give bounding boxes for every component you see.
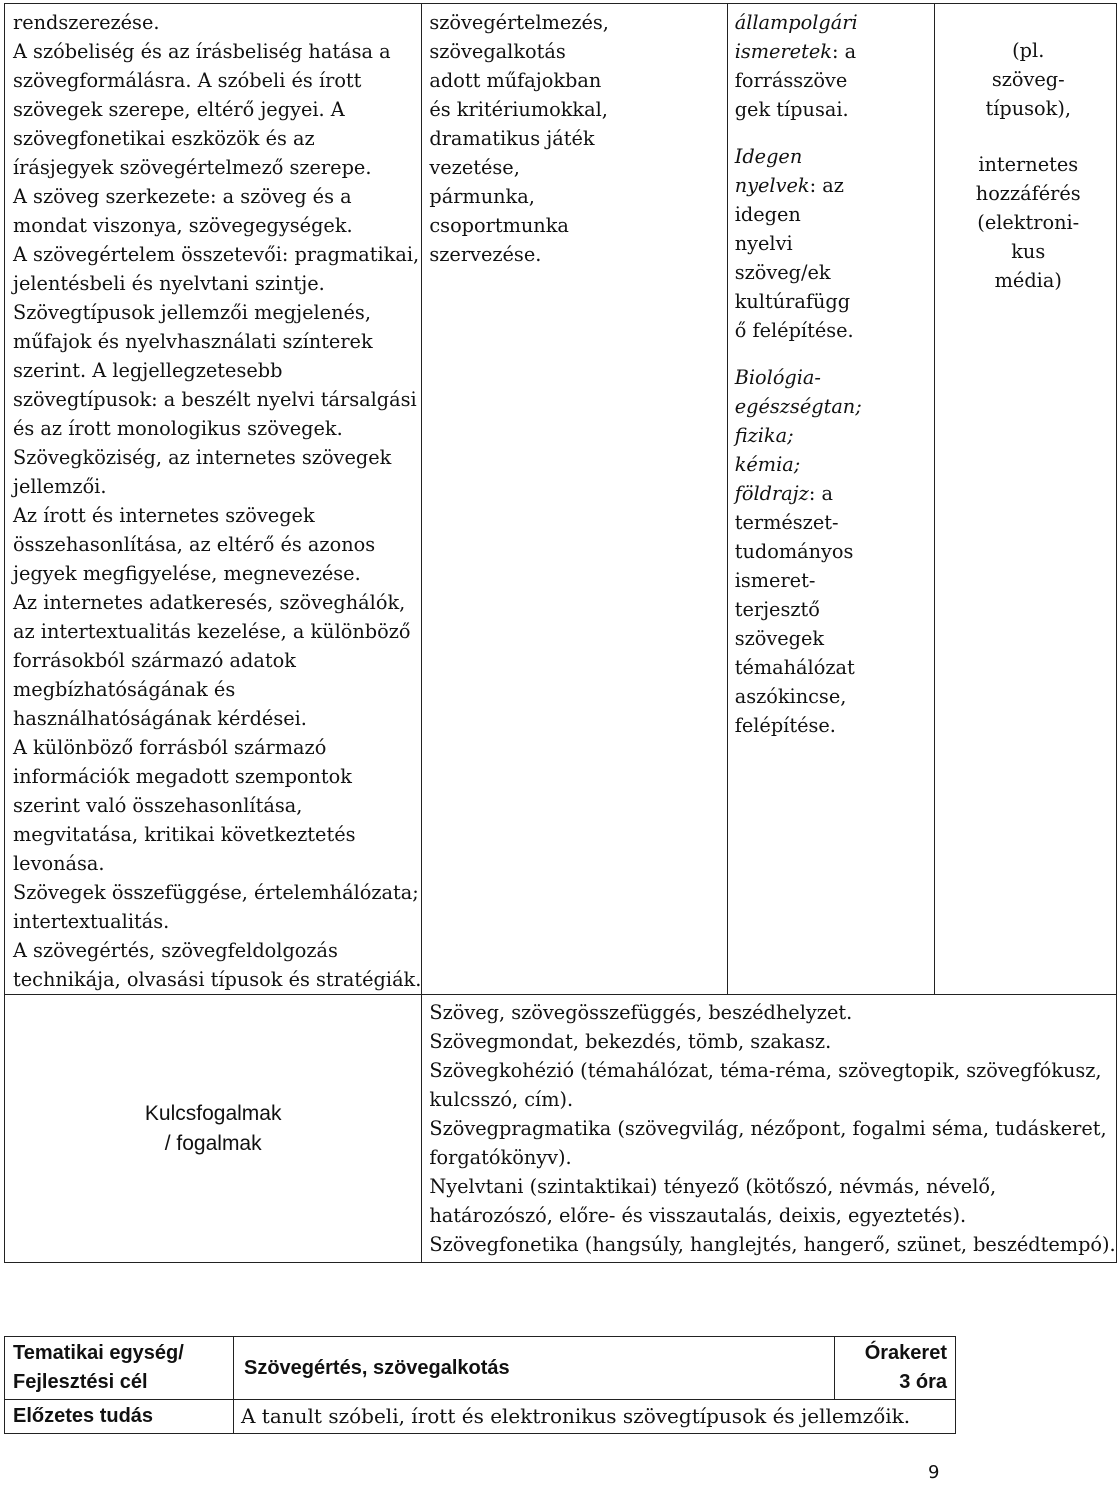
subject-name: állampolgári — [734, 11, 858, 34]
activity-line: és kritériumokkal, — [429, 98, 608, 121]
unit-head-label: Fejlesztési cél — [13, 1371, 148, 1393]
connection-line: aszókincse, — [734, 685, 847, 708]
connection-line: témahálózat — [734, 656, 855, 679]
text-fragment: : a — [808, 482, 833, 505]
topic-line: A szövegértés, szövegfeldolgozás — [13, 939, 338, 962]
topic-line: szerint való összehasonlítása, — [13, 794, 303, 817]
activity-line: szövegalkotás — [429, 40, 566, 63]
unit-row-title — [5, 1337, 956, 1400]
keyword-line: Szöveg, szövegösszefüggés, beszédhelyzet. — [429, 1001, 853, 1024]
page-number: 9 — [928, 1462, 940, 1483]
topic-line: szövegtípusok: a beszélt nyelvi társalgási — [13, 388, 417, 411]
topic-line: mondat viszonya, szövegegységek. — [13, 214, 353, 237]
content-row — [5, 4, 1117, 995]
topic-line: Az írott és internetes szövegek — [13, 504, 315, 527]
topic-line: Az internetes adatkeresés, szöveghálók, — [13, 591, 406, 614]
connection-line: kultúrafügg — [734, 290, 851, 313]
topic-line: szövegek szerepe, eltérő jegyei. A — [13, 98, 345, 121]
keyword-line: forgatókönyv). — [429, 1146, 572, 1169]
topic-line: jelentésbeli és nyelvtani szintje. — [13, 272, 325, 295]
activity-line: dramatikus játék — [429, 127, 595, 150]
keyword-line: határozószó, előre- és visszautalás, deixis, egyeztetés). — [429, 1204, 967, 1227]
subject-name: fizika; — [734, 424, 794, 447]
keyword-line: Szövegfonetika (hangsúly, hanglejtés, hangerő, szünet, beszédtempó). — [429, 1233, 1116, 1256]
keyword-line: Szövegmondat, bekezdés, tömb, szakasz. — [429, 1030, 832, 1053]
connection-line: idegen — [734, 203, 801, 226]
topic-line: műfajok és nyelvhasználati színterek — [13, 330, 373, 353]
topic-line: információk megadott szempontok — [13, 765, 352, 788]
unit-head-cell — [5, 1337, 234, 1400]
activity-line: adott műfajokban — [429, 69, 602, 92]
connection-line: felépítése. — [734, 714, 836, 737]
content-cell-topics — [5, 4, 422, 995]
subject-name: ismeretek — [734, 40, 832, 63]
topic-line: A szövegértelem összetevői: pragmatikai, — [13, 243, 420, 266]
hours-cell — [835, 1337, 956, 1400]
activity-line: pármunka, — [429, 185, 535, 208]
topic-line: megbízhatóságának és — [13, 678, 236, 701]
activity-line: szervezése. — [429, 243, 542, 266]
topic-line: A szóbeliség és az írásbeliség hatása a — [13, 40, 391, 63]
connection-line: ismeret- — [734, 569, 816, 592]
connection-line: forrásszöve — [734, 69, 848, 92]
connection-line: természet- — [734, 511, 839, 534]
prev-knowledge-label: Előzetes tudás — [5, 1400, 234, 1434]
activity-line: csoportmunka — [429, 214, 569, 237]
topic-line: Szövegtípusok jellemzői megjelenés, — [13, 301, 371, 324]
topic-line: Szövegköziség, az internetes szövegek — [13, 446, 392, 469]
tool-line: szöveg- — [991, 68, 1065, 91]
topic-line: jegyek megfigyelése, megnevezése. — [13, 562, 361, 585]
keywords-label: / fogalmak — [164, 1131, 262, 1155]
topic-line: technikája, olvasási típusok és stratégiák. — [13, 968, 422, 991]
connection-line — [735, 421, 934, 450]
hours-value: 3 óra — [899, 1371, 947, 1393]
keywords-label: Kulcsfogalmak — [144, 1101, 282, 1125]
tool-line: (pl. — [1012, 39, 1045, 62]
topic-line: intertextualitás. — [13, 910, 170, 933]
keywords-row — [5, 995, 1117, 1263]
topic-line: rendszerezése. — [13, 11, 160, 34]
connection-line: szövegek — [734, 627, 825, 650]
hours-label: Órakeret — [864, 1342, 947, 1364]
unit-head-label: Tematikai egység/ — [13, 1342, 184, 1364]
topic-line: szövegfonetikai eszközök és az — [13, 127, 315, 150]
tool-line: típusok), — [985, 97, 1071, 120]
topic-line: összehasonlítása, az eltérő és azonos — [13, 533, 376, 556]
subject-name: földrajz — [734, 482, 809, 505]
tool-line: (elektroni- — [977, 211, 1080, 234]
topic-line: szerint. A legjellegzetesebb — [13, 359, 283, 382]
connection-line — [735, 450, 934, 479]
text-fragment: : az — [809, 174, 844, 197]
subject-name: Idegen — [734, 145, 803, 168]
topic-line: Szövegek összefüggése, értelemhálózata; — [13, 881, 419, 904]
keywords-label-cell — [5, 995, 422, 1263]
keyword-line: kulcsszó, cím). — [429, 1088, 574, 1111]
content-cell-activities — [422, 4, 727, 995]
keyword-line: Szövegpragmatika (szövegvilág, nézőpont, fogalmi séma, tudáskeret, — [429, 1117, 1107, 1140]
unit-title: Szövegértés, szövegalkotás — [234, 1337, 835, 1400]
topic-line: szövegformálásra. A szóbeli és írott — [13, 69, 362, 92]
keyword-line: Nyelvtani (szintaktikai) tényező (kötőszó, névmás, névelő, — [429, 1175, 997, 1198]
unit-table — [4, 1336, 956, 1434]
connection-line — [735, 171, 934, 200]
topic-line: és az írott monologikus szövegek. — [13, 417, 343, 440]
tool-line: kus — [1011, 240, 1046, 263]
content-cell-connections — [727, 4, 934, 995]
connection-line: nyelvi — [734, 232, 793, 255]
prev-knowledge-value: A tanult szóbeli, írott és elektronikus szövegtípusok és jellemzőik. — [234, 1400, 956, 1434]
unit-row-prev — [5, 1400, 956, 1434]
text-fragment: : a — [831, 40, 857, 63]
subject-name: kémia; — [734, 453, 801, 476]
tool-line: hozzáférés — [975, 182, 1081, 205]
subject-name: Biológia- — [734, 366, 821, 389]
topic-line: forrásokból származó adatok — [13, 649, 296, 672]
connection-line: gek típusai. — [734, 98, 849, 121]
activity-line: szövegértelmezés, — [429, 11, 609, 34]
connection-line: terjesztő — [734, 598, 820, 621]
topic-line: írásjegyek szövegértelmező szerepe. — [13, 156, 372, 179]
content-table — [4, 3, 1117, 1263]
connection-line: szöveg/ek — [734, 261, 831, 284]
topic-line: levonása. — [13, 852, 105, 875]
connection-line — [735, 392, 934, 421]
connection-line: ő felépítése. — [734, 319, 854, 342]
activity-line: vezetése, — [429, 156, 520, 179]
keyword-line: Szövegkohézió (témahálózat, téma-réma, szövegtopik, szövegfókusz, — [429, 1059, 1102, 1082]
connection-line — [735, 479, 934, 508]
topic-line: az intertextualitás kezelése, a különböző — [13, 620, 411, 643]
topic-line: megvitatása, kritikai következtetés — [13, 823, 356, 846]
connection-line — [735, 363, 934, 392]
content-cell-tools — [934, 4, 1116, 995]
topic-line: használhatóságának kérdései. — [13, 707, 307, 730]
subject-name: egészségtan; — [734, 395, 862, 418]
subject-name: nyelvek — [734, 174, 810, 197]
keywords-text-cell — [422, 995, 1116, 1263]
connection-line — [735, 142, 934, 171]
topic-line: A különböző forrásból származó — [13, 736, 327, 759]
topic-line: jellemzői. — [13, 475, 107, 498]
tool-line: internetes — [978, 153, 1079, 176]
connection-line: tudományos — [734, 540, 854, 563]
tool-line: média) — [994, 269, 1062, 292]
topic-line: A szöveg szerkezete: a szöveg és a — [13, 185, 352, 208]
